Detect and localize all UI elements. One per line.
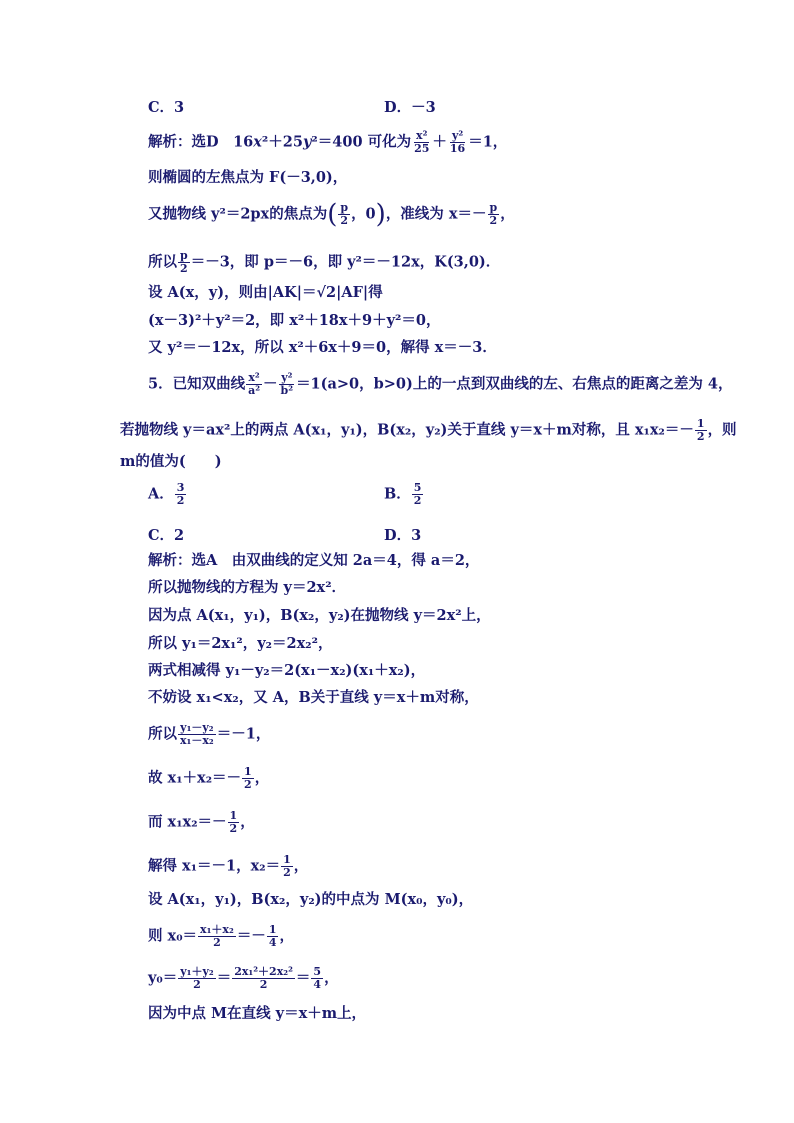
answer-line-6: 不妨设 x₁<x₂，又 A，B关于直线 y＝x＋m对称， xyxy=(148,689,479,706)
answer-line-5: 两式相减得 y₁－y₂＝2(x₁－x₂)(x₁＋x₂)， xyxy=(148,662,426,679)
solution-line-4: 所以 $\frac{p}{2}$ ＝－3，即 p＝－6，即 y²＝－12x，K(3,0)． xyxy=(148,249,501,275)
answer-line-13: y₀＝ $\frac{\text{y₁＋y₂}}{2}$ ＝ $\frac{\text{2x₁²＋2x₂²}}{2}$ ＝ $\frac{5}{4}$ ， xyxy=(148,965,339,991)
option-d-prev: D．－3 xyxy=(384,99,436,116)
answer-line-14: 因为中点 M在直线 y＝x＋m上， xyxy=(148,1005,367,1022)
answer-line-8: 故 x₁＋x₂＝－ $\frac{1}{2}$ ， xyxy=(148,765,270,791)
option-b: B． $\frac{5}{2}$ xyxy=(384,481,422,507)
answer-line-4: 所以 y₁＝2x₁²，y₂＝2x₂²， xyxy=(148,635,333,652)
answer-line-10: 解得 x₁＝－1，x₂＝ $\frac{1}{2}$ ， xyxy=(148,853,309,879)
option-c-prev: C．3 xyxy=(148,99,185,116)
answer-line-3: 因为点 A(x₁，y₁)，B(x₂，y₂)在抛物线 y＝2x²上， xyxy=(148,607,491,624)
solution-line-3: 又抛物线 y²＝2px的焦点为( $\frac{p}{2}$ ，0)，准线为 x＝－ $\frac{p}{2}$ ， xyxy=(148,199,515,230)
solution-line-2: 则椭圆的左焦点为 F(－3,0)， xyxy=(148,169,348,186)
option-c: C．2 xyxy=(148,527,185,544)
answer-line-1: 解析：选A 由双曲线的定义知 2a＝4，得 a＝2， xyxy=(148,552,480,569)
solution-line-5: 设 A(x，y)，则由|AK|＝√2|AF|得 xyxy=(148,284,383,301)
answer-line-12: 则 x₀＝ $\frac{\text{x₁＋x₂}}{2}$ ＝－ $\frac{1}{4}$ ， xyxy=(148,923,294,949)
option-a: A． $\frac{3}{2}$ xyxy=(148,481,185,507)
question-5-line-2: 若抛物线 y＝ax²上的两点 A(x₁，y₁)，B(x₂，y₂)关于直线 y＝x＋m对称，且 x₁x₂＝－ $\frac{1}{2}$ ，则 xyxy=(120,417,737,443)
answer-line-11: 设 A(x₁，y₁)，B(x₂，y₂)的中点为 M(x₀，y₀)， xyxy=(148,891,474,908)
answer-line-7: 所以 $\frac{\text{y₁－y₂}}{\text{x₁－x₂}}$ ＝－1， xyxy=(148,721,271,747)
answer-line-2: 所以抛物线的方程为 y＝2x²． xyxy=(148,579,347,596)
question-5-line-3: m的值为( ) xyxy=(120,453,222,470)
question-5-line-1: 5．已知双曲线 $\frac{\text{x²}}{\text{a²}}$ － $\frac{\text{y²}}{\text{b²}}$ ＝1(a>0，b>0)上的一点到双曲线的左、右焦点的距离之差为 4， xyxy=(148,371,733,397)
answer-line-9: 而 x₁x₂＝－ $\frac{1}{2}$ ， xyxy=(148,809,255,835)
option-d: D．3 xyxy=(384,527,422,544)
solution-line-7: 又 y²＝－12x，所以 x²＋6x＋9＝0，解得 x＝－3． xyxy=(148,339,497,356)
solution-line-6: (x－3)²＋y²＝2，即 x²＋18x＋9＋y²＝0， xyxy=(148,312,441,329)
solution-line-1: 解析：选D 16x²＋25y²＝400 可化为 $\frac{\text{x²}}{25}$ ＋ $\frac{\text{y²}}{16}$ ＝1， xyxy=(148,129,508,155)
